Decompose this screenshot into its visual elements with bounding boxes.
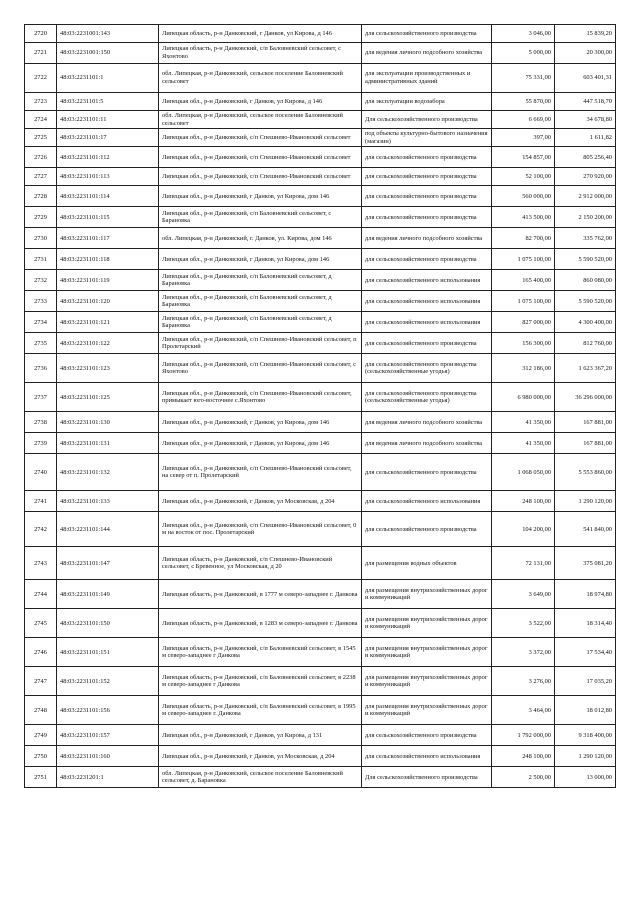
table-row — [25, 129, 616, 147]
area-value: 5 000,00 — [492, 43, 555, 64]
land-use-cell: для сельскохозяйственного использования — [362, 746, 492, 767]
land-use-cell: для размещения водных объектов — [362, 547, 492, 580]
cadastral-number: 48:03:2231101:112 — [57, 147, 159, 168]
table-row — [25, 333, 616, 354]
land-use-cell: для сельскохозяйственного производства — [362, 333, 492, 354]
land-use-cell: для эксплуатации производственных и административных зданий — [362, 64, 492, 93]
land-use-cell: для сельскохозяйственного использования — [362, 491, 492, 512]
land-use-cell: для сельскохозяйственного производства — [362, 25, 492, 43]
table-row — [25, 147, 616, 168]
area-value: 1 792 000,00 — [492, 725, 555, 746]
area-value: 75 331,00 — [492, 64, 555, 93]
cadastral-cost: 5 590 520,00 — [555, 291, 616, 312]
table-row — [25, 512, 616, 547]
row-number: 2747 — [25, 667, 57, 696]
area-value: 3 649,00 — [492, 580, 555, 609]
row-number: 2728 — [25, 186, 57, 207]
land-use-cell: для сельскохозяйственного производства — [362, 186, 492, 207]
address-cell: Липецкая область, р-н Данковский, с/п Баловневский сельсовет, с Яхонтово — [159, 43, 362, 64]
cadastral-cost: 1 623 367,20 — [555, 354, 616, 383]
land-use-cell: для сельскохозяйственного производства — [362, 168, 492, 186]
area-value: 1 075 100,00 — [492, 249, 555, 270]
address-cell: Липецкая область, р-н Данковский, в 1283 м северо-западнее г. Данкова — [159, 609, 362, 638]
cadastral-number: 48:03:2231101:151 — [57, 638, 159, 667]
cadastral-cost: 375 081,20 — [555, 547, 616, 580]
table-row — [25, 725, 616, 746]
cadastral-cost: 1 611,82 — [555, 129, 616, 147]
cadastral-cost: 2 150 200,00 — [555, 207, 616, 228]
row-number: 2726 — [25, 147, 57, 168]
address-cell: обл. Липецкая, р-н Данковский, сельское поселение Баловневский сельсовет, д. Барановка — [159, 767, 362, 788]
address-cell: Липецкая обл., р-н Данковский, с/п Спешнево-Ивановский сельсовет — [159, 168, 362, 186]
address-cell: Липецкая обл., р-н Данковский, г Данков, ул Кирова, дом 146 — [159, 412, 362, 433]
row-number: 2751 — [25, 767, 57, 788]
cadastral-number: 48:03:2231101:131 — [57, 433, 159, 454]
address-cell: обл. Липецкая, р-н Данковский, г. Данков, ул. Кирова, дом 146 — [159, 228, 362, 249]
row-number: 2735 — [25, 333, 57, 354]
row-number: 2722 — [25, 64, 57, 93]
cadastral-cost: 15 839,20 — [555, 25, 616, 43]
cadastral-cost: 541 840,00 — [555, 512, 616, 547]
area-value: 6 980 000,00 — [492, 383, 555, 412]
cadastral-number: 48:03:2231101:5 — [57, 93, 159, 111]
address-cell: Липецкая обл., р-н Данковский, с/п Спешнево-Ивановский сельсовет, примыкает юго-восточнее с.Яхонтово — [159, 383, 362, 412]
cadastral-number: 48:03:2231101:147 — [57, 547, 159, 580]
cadastral-number: 48:03:2231101:152 — [57, 667, 159, 696]
table-row — [25, 454, 616, 491]
land-use-cell: для ведения личного подсобного хозяйства — [362, 43, 492, 64]
area-value: 2 500,00 — [492, 767, 555, 788]
row-number: 2748 — [25, 696, 57, 725]
land-use-cell: под объекты культурно-бытового назначения (магазин) — [362, 129, 492, 147]
address-cell: Липецкая обл., р-н Данковский, с/п Баловневский сельсовет, с Барановка — [159, 207, 362, 228]
cadastral-number: 48:03:2231101:115 — [57, 207, 159, 228]
cadastral-cost: 2 912 000,00 — [555, 186, 616, 207]
cadastral-cost: 18 012,80 — [555, 696, 616, 725]
area-value: 154 857,00 — [492, 147, 555, 168]
cadastral-cost: 36 296 000,00 — [555, 383, 616, 412]
cadastral-number: 48:03:2231101:119 — [57, 270, 159, 291]
cadastral-number: 48:03:2231101:117 — [57, 228, 159, 249]
address-cell: Липецкая обл., р-н Данковский, г Данков, ул Кирова, дом 146 — [159, 433, 362, 454]
address-cell: Липецкая область, р-н Данковский, с/п Спешнево-Ивановский сельсовет, с Бревенное, ул Московская, д 20 — [159, 547, 362, 580]
row-number: 2736 — [25, 354, 57, 383]
land-use-cell: для сельскохозяйственного производства — [362, 512, 492, 547]
row-number: 2743 — [25, 547, 57, 580]
area-value: 1 068 050,00 — [492, 454, 555, 491]
row-number: 2744 — [25, 580, 57, 609]
land-use-cell: для размещения внутрихозяйственных дорог и коммуникаций — [362, 696, 492, 725]
cadastral-number: 48:03:2231101:121 — [57, 312, 159, 333]
address-cell: Липецкая обл., р-н Данковский, с/п Баловневский сельсовет, д Барановка — [159, 312, 362, 333]
land-use-cell: для сельскохозяйственного производства — [362, 249, 492, 270]
area-value: 3 522,00 — [492, 609, 555, 638]
table-row — [25, 667, 616, 696]
table-row — [25, 412, 616, 433]
cadastral-number: 48:03:2231101:122 — [57, 333, 159, 354]
address-cell: Липецкая обл., р-н Данковский, с/п Спешнево-Ивановский сельсовет, 0 м на восток от пос. Пролетарский — [159, 512, 362, 547]
area-value: 3 372,00 — [492, 638, 555, 667]
address-cell: обл. Липецкая, р-н Данковский, сельское поселение Баловневский сельсовет — [159, 64, 362, 93]
address-cell: Липецкая обл., р-н Данковский, г Данков, ул Кирова, д 131 — [159, 725, 362, 746]
area-value: 3 276,00 — [492, 667, 555, 696]
area-value: 82 700,00 — [492, 228, 555, 249]
area-value: 3 464,00 — [492, 696, 555, 725]
cadastral-number: 48:03:2231001:150 — [57, 43, 159, 64]
cadastral-number: 48:03:2231101:150 — [57, 609, 159, 638]
cadastral-cost: 805 256,40 — [555, 147, 616, 168]
area-value: 41 350,00 — [492, 433, 555, 454]
cadastral-cost: 167 881,00 — [555, 433, 616, 454]
area-value: 52 100,00 — [492, 168, 555, 186]
table-row — [25, 291, 616, 312]
land-use-cell: для сельскохозяйственного производства (сельскохозяйственные угодья) — [362, 383, 492, 412]
row-number: 2720 — [25, 25, 57, 43]
cadastral-cost: 5 553 860,00 — [555, 454, 616, 491]
area-value: 55 870,00 — [492, 93, 555, 111]
row-number: 2740 — [25, 454, 57, 491]
cadastral-number: 48:03:2231101:130 — [57, 412, 159, 433]
land-use-cell: для сельскохозяйственного использования — [362, 312, 492, 333]
cadastral-cost: 13 000,00 — [555, 767, 616, 788]
row-number: 2730 — [25, 228, 57, 249]
cadastral-cost: 860 080,00 — [555, 270, 616, 291]
area-value: 560 000,00 — [492, 186, 555, 207]
address-cell: Липецкая обл., р-н Данковский, г Данков, ул Московская, д 204 — [159, 746, 362, 767]
table-row — [25, 43, 616, 64]
table-row — [25, 767, 616, 788]
cadastral-cost: 335 762,00 — [555, 228, 616, 249]
area-value: 413 500,00 — [492, 207, 555, 228]
cadastral-cost: 603 401,31 — [555, 64, 616, 93]
area-value: 41 350,00 — [492, 412, 555, 433]
cadastral-number: 48:03:2231101:144 — [57, 512, 159, 547]
table-row — [25, 433, 616, 454]
land-use-cell: для ведения личного подсобного хозяйства — [362, 412, 492, 433]
row-number: 2723 — [25, 93, 57, 111]
land-use-cell: для эксплуатации водозабора — [362, 93, 492, 111]
table-row — [25, 207, 616, 228]
table-row — [25, 547, 616, 580]
cadastral-cost: 1 290 120,00 — [555, 746, 616, 767]
cadastral-cost: 18 314,40 — [555, 609, 616, 638]
row-number: 2734 — [25, 312, 57, 333]
cadastral-number: 48:03:2231101:17 — [57, 129, 159, 147]
cadastral-number: 48:03:2231101:120 — [57, 291, 159, 312]
cadastral-number: 48:03:2231101:160 — [57, 746, 159, 767]
land-use-cell: для сельскохозяйственного производства — [362, 147, 492, 168]
area-value: 3 046,00 — [492, 25, 555, 43]
land-use-cell: для сельскохозяйственного использования — [362, 291, 492, 312]
land-use-cell: для размещения внутрихозяйственных дорог и коммуникаций — [362, 580, 492, 609]
cadastral-cost: 5 590 520,00 — [555, 249, 616, 270]
cadastral-number: 48:03:2231001:143 — [57, 25, 159, 43]
land-use-cell: Для сельскохозяйственного производства — [362, 111, 492, 129]
table-row — [25, 111, 616, 129]
land-use-cell: для сельскохозяйственного использования — [362, 270, 492, 291]
row-number: 2733 — [25, 291, 57, 312]
cadastral-cost: 17 035,20 — [555, 667, 616, 696]
area-value: 248 100,00 — [492, 491, 555, 512]
table-row — [25, 168, 616, 186]
address-cell: Липецкая обл., р-н Данковский, с/п Спешнево-Ивановский сельсовет, п Пролетарский — [159, 333, 362, 354]
address-cell: Липецкая обл., р-н Данковский, г Данков, ул Кирова, дом 146 — [159, 249, 362, 270]
table-row — [25, 312, 616, 333]
cadastral-cost: 34 678,80 — [555, 111, 616, 129]
land-use-cell: Для сельскохозяйственного производства — [362, 767, 492, 788]
cadastral-cost: 17 534,40 — [555, 638, 616, 667]
area-value: 156 300,00 — [492, 333, 555, 354]
row-number: 2746 — [25, 638, 57, 667]
address-cell: обл. Липецкая, р-н Данковский, сельское поселение Баловневский сельсовет — [159, 111, 362, 129]
row-number: 2741 — [25, 491, 57, 512]
land-use-cell: для ведения личного подсобного хозяйства — [362, 228, 492, 249]
address-cell: Липецкая обл., р-н Данковский, с/п Спешнево-Ивановский сельсовет, с Яхонтово — [159, 354, 362, 383]
cadastral-cost: 812 760,00 — [555, 333, 616, 354]
row-number: 2725 — [25, 129, 57, 147]
cadastral-cost: 20 300,00 — [555, 43, 616, 64]
address-cell: Липецкая область, р-н Данковский, в 1777 м северо-западнее г. Данкова — [159, 580, 362, 609]
table-row — [25, 580, 616, 609]
row-number: 2749 — [25, 725, 57, 746]
land-use-cell: для сельскохозяйственного производства — [362, 725, 492, 746]
table-row — [25, 746, 616, 767]
cadastral-cost: 447 518,70 — [555, 93, 616, 111]
row-number: 2739 — [25, 433, 57, 454]
table-row — [25, 228, 616, 249]
row-number: 2724 — [25, 111, 57, 129]
cadastral-number: 48:03:2231201:1 — [57, 767, 159, 788]
address-cell: Липецкая область, р-н Данковский, с/п Баловневский сельсовет, в 2238 м северо-западнее г Данкова — [159, 667, 362, 696]
cadastral-number: 48:03:2231101:149 — [57, 580, 159, 609]
cadastral-cost: 18 974,80 — [555, 580, 616, 609]
address-cell: Липецкая обл., р-н Данковский, с/п Спешнево-Ивановский сельсовет — [159, 129, 362, 147]
cadastral-number: 48:03:2231101:123 — [57, 354, 159, 383]
address-cell: Липецкая область, р-н Данковский, с/п Баловневский сельсовет, в 1995 м северо-западнее г. Данкова — [159, 696, 362, 725]
row-number: 2745 — [25, 609, 57, 638]
cadastral-cost: 9 318 400,00 — [555, 725, 616, 746]
cadastral-number: 48:03:2231101:156 — [57, 696, 159, 725]
row-number: 2731 — [25, 249, 57, 270]
area-value: 6 669,00 — [492, 111, 555, 129]
row-number: 2738 — [25, 412, 57, 433]
land-use-cell: для сельскохозяйственного производства — [362, 454, 492, 491]
row-number: 2737 — [25, 383, 57, 412]
table-row — [25, 383, 616, 412]
row-number: 2750 — [25, 746, 57, 767]
cadastral-number: 48:03:2231101:114 — [57, 186, 159, 207]
address-cell: Липецкая обл., р-н Данковский, г Данков, ул Кирова, дом 146 — [159, 186, 362, 207]
address-cell: Липецкая обл., р-н Данковский, с/п Баловневский сельсовет, д Барановка — [159, 270, 362, 291]
cadastral-cost: 1 290 120,00 — [555, 491, 616, 512]
cadastral-number: 48:03:2231101:157 — [57, 725, 159, 746]
row-number: 2732 — [25, 270, 57, 291]
cadastral-number: 48:03:2231101:132 — [57, 454, 159, 491]
cadastral-number: 48:03:2231101:1 — [57, 64, 159, 93]
table-row — [25, 25, 616, 43]
address-cell: Липецкая обл., р-н Данковский, с/п Спешнево-Ивановский сельсовет, на север от п. Пролетарский — [159, 454, 362, 491]
area-value: 397,00 — [492, 129, 555, 147]
land-use-cell: для размещения внутрихозяйственных дорог и коммуникаций — [362, 667, 492, 696]
land-use-cell: для размещения внутрихозяйственных дорог и коммуникаций — [362, 638, 492, 667]
table-row — [25, 270, 616, 291]
table-row — [25, 93, 616, 111]
area-value: 72 131,00 — [492, 547, 555, 580]
table-row — [25, 491, 616, 512]
table-row — [25, 638, 616, 667]
cadastral-cost: 167 881,00 — [555, 412, 616, 433]
cadastral-cost: 4 300 400,00 — [555, 312, 616, 333]
table-row — [25, 249, 616, 270]
table-body — [25, 25, 616, 788]
land-use-cell: для сельскохозяйственного производства (сельскохозяйственные угодья) — [362, 354, 492, 383]
cadastral-number: 48:03:2231101:11 — [57, 111, 159, 129]
address-cell: Липецкая обл., р-н Данковский, г Данков, ул Кирова, д 146 — [159, 93, 362, 111]
area-value: 165 400,00 — [492, 270, 555, 291]
land-use-cell: для ведения личного подсобного хозяйства — [362, 433, 492, 454]
area-value: 1 075 100,00 — [492, 291, 555, 312]
area-value: 827 000,00 — [492, 312, 555, 333]
address-cell: Липецкая область, р-н Данковский, г Данков, ул Кирова, д 146 — [159, 25, 362, 43]
cadastral-number: 48:03:2231101:133 — [57, 491, 159, 512]
row-number: 2742 — [25, 512, 57, 547]
table-row — [25, 354, 616, 383]
row-number: 2727 — [25, 168, 57, 186]
cadastral-number: 48:03:2231101:125 — [57, 383, 159, 412]
row-number: 2721 — [25, 43, 57, 64]
address-cell: Липецкая обл., р-н Данковский, с/п Баловневский сельсовет, д Барановка — [159, 291, 362, 312]
cadastral-cost: 270 920,00 — [555, 168, 616, 186]
cadastral-number: 48:03:2231101:118 — [57, 249, 159, 270]
cadastral-number: 48:03:2231101:113 — [57, 168, 159, 186]
land-registry-table — [24, 24, 616, 788]
table-row — [25, 186, 616, 207]
row-number: 2729 — [25, 207, 57, 228]
address-cell: Липецкая область, р-н Данковский, с/п Баловневский сельсовет, в 1545 м северо-западнее г Данкова — [159, 638, 362, 667]
table-row — [25, 64, 616, 93]
area-value: 312 186,00 — [492, 354, 555, 383]
area-value: 248 100,00 — [492, 746, 555, 767]
land-use-cell: для размещения внутрихозяйственных дорог и коммуникаций — [362, 609, 492, 638]
document-page — [24, 24, 615, 788]
table-row — [25, 609, 616, 638]
address-cell: Липецкая обл., р-н Данковский, с/п Спешнево-Ивановский сельсовет — [159, 147, 362, 168]
area-value: 104 200,00 — [492, 512, 555, 547]
address-cell: Липецкая обл., р-н Данковский, г Данков, ул Московская, д 204 — [159, 491, 362, 512]
table-row — [25, 696, 616, 725]
land-use-cell: для сельскохозяйственного производства — [362, 207, 492, 228]
